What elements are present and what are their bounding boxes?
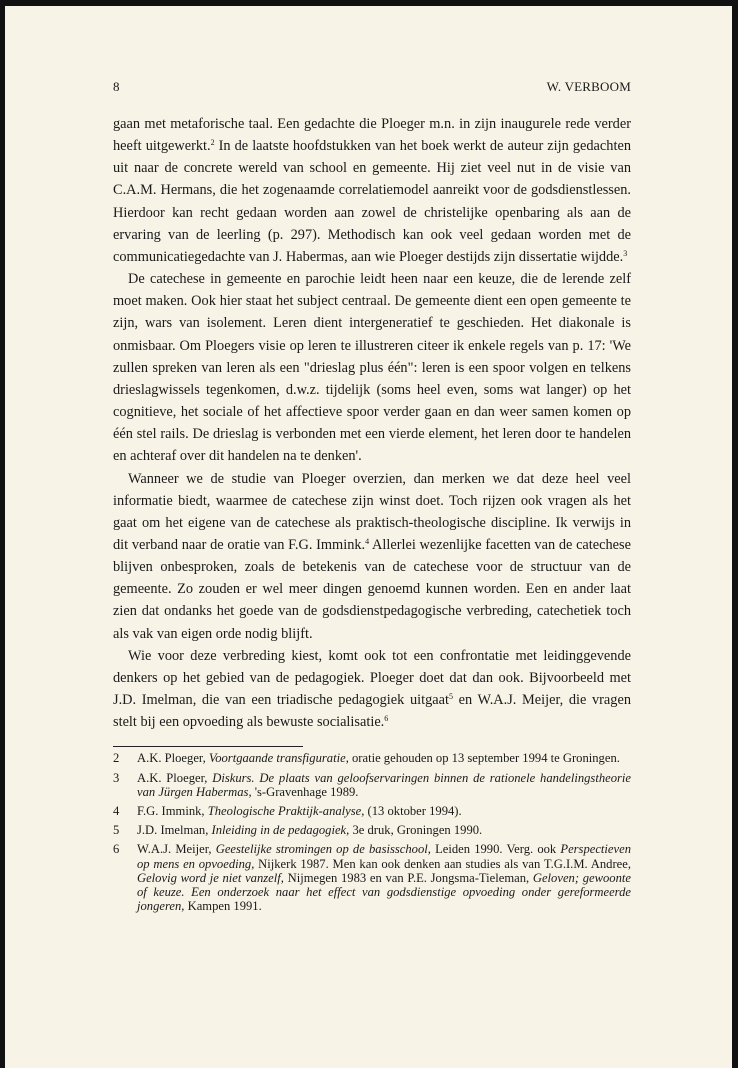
footnote-text — [137, 823, 631, 837]
text-run: oratie gehouden op 13 september 1994 te Groningen. — [348, 751, 620, 766]
footnote-number: 2 — [113, 751, 120, 766]
paragraph — [113, 268, 631, 467]
text-run: en W.A.J. Meijer, die vragen stelt bij een opvoeding als bewuste socialisatie. — [113, 692, 632, 731]
text-run: Leiden 1990. Verg. ook — [430, 842, 561, 857]
footnote-ref: 6 — [384, 714, 389, 724]
text-run: Nijmegen 1983 en van P.E. Jongsma-Tieleman, — [283, 870, 533, 885]
paragraph — [113, 645, 631, 734]
footnote-text — [137, 771, 631, 799]
italic-title: Gelovig word je niet vanzelf, — [137, 870, 284, 885]
scan-edge-top — [0, 0, 738, 6]
book-page — [113, 79, 631, 918]
text-run: W.A.J. Meijer, — [137, 842, 216, 857]
text-run: Allerlei wezenlijke facetten van de catechese blijven onbesproken, zoals de betekenis van de catechese voor de structuur van de gemeente. Zo zouden er wel meer dingen genoemd kunnen worden. Een en ander laat zien dat ondanks het goede van de godsdienstpedagogische verbreding, catechetiek toch als vak van eigen orde nodig blijft. — [113, 536, 632, 642]
italic-title: Inleiding in de pedagogiek, — [211, 823, 350, 838]
text-run: 's-Gravenhage 1989. — [251, 784, 359, 799]
text-run: F.G. Immink, — [137, 803, 208, 818]
text-run: 3e druk, Groningen 1990. — [349, 823, 483, 838]
text-run: Wie voor deze verbreding kiest, komt ook tot een confrontatie met leidinggevende denkers op het gebied van de pedagogiek. Ploeger doet dat dan ook. Bijvoorbeeld met J.D. Imelman, die van een triadische pedagogiek uitgaat — [113, 647, 631, 709]
text-run: A.K. Ploeger, — [137, 770, 213, 785]
paragraph — [113, 468, 631, 645]
text-run: Nijkerk 1987. Men kan ook denken aan studies als van T.G.I.M. Andree, — [254, 856, 631, 871]
text-run: A.K. Ploeger, — [137, 751, 209, 766]
running-title: W. VERBOOM — [546, 79, 631, 94]
footnote-number: 5 — [113, 823, 120, 838]
footnote-ref: 3 — [623, 248, 628, 258]
footnotes — [113, 751, 631, 913]
scan-edge-right — [732, 0, 738, 1068]
paragraph — [113, 113, 631, 268]
footnote-ref: 2 — [210, 138, 215, 148]
footnote-rule — [113, 746, 303, 747]
footnote — [113, 771, 631, 799]
page-number: 8 — [113, 79, 120, 94]
footnote-text — [137, 842, 631, 913]
scan-edge-left — [0, 0, 5, 1068]
footnote-ref: 4 — [365, 536, 370, 546]
text-run: (13 oktober 1994). — [364, 803, 462, 818]
text-run: gaan met metaforische taal. Een gedachte die Ploeger m.n. in zijn inaugurele rede verder heeft uitgewerkt. — [113, 116, 631, 155]
footnote — [113, 823, 631, 837]
text-run: J.D. Imelman, — [137, 823, 212, 838]
footnote — [113, 804, 631, 818]
italic-title: Theologische Praktijk-analyse, — [207, 803, 365, 818]
italic-title: Diskurs. De plaats van geloofservaringen binnen de rationele handelingstheorie van Jürgen Habermas, — [137, 770, 631, 799]
text-run: De catechese in gemeente en parochie leidt heen naar een keuze, die de lerende zelf moet maken. Ook hier staat het subject centraal. De gemeente dient een open gemeente te zijn, wars van isolement. Leren dient intergeneratief te geschieden. Het diakonale is onmisbaar. Om Ploegers visie op leren te illustreren citeer ik enkele regels van p. 17: 'We zullen spreken van leren als een "drieslag plus één": leren is een spoor volgen en telkens drieslagwissels tegenkomen, d.w.z. tijdelijk (soms heel even, soms wat langer) op het cognitieve, het sociale of het affectieve spoor verder gaan en dan weer samen komen op één stel rails. De drieslag is verbonden met een vierde element, het leren door te handelen en achteraf over dit handelen na te denken'. — [113, 271, 631, 465]
italic-title: Voortgaande transfiguratie, — [208, 751, 349, 766]
footnote-ref: 5 — [448, 692, 453, 702]
italic-title: Geloven; gewoonte of keuze. Een onderzoek naar het effect van godsdienstige opvoeding onder gereformeerde jongeren, — [137, 870, 631, 914]
text-run: In de laatste hoofdstukken van het boek werkt de auteur zijn gedachten uit naar de concrete wereld van school en gemeente. Hij ziet veel nut in de visie van C.A.M. Hermans, die het zogenaamde correlatiemodel aanreikt voor de godsdienstlessen. Hierdoor kan recht gedaan worden aan zowel de christelijke openbaring als aan de ervaring van de leerling (p. 297). Methodisch kan ook veel gedaan worden met de communicatiegedachte van J. Habermas, aan wie Ploeger destijds zijn dissertatie wijdde. — [113, 138, 631, 265]
running-head — [113, 79, 631, 95]
footnote-text — [137, 804, 631, 818]
italic-title: Geestelijke stromingen op de basisschool, — [215, 842, 431, 857]
text-run: Kampen 1991. — [184, 899, 262, 914]
footnote-text — [137, 751, 631, 765]
footnote-number: 3 — [113, 770, 120, 785]
italic-title: Perspectieven op mens en opvoeding, — [137, 842, 631, 871]
footnote-number: 6 — [113, 842, 120, 857]
footnote — [113, 842, 631, 913]
footnote-number: 4 — [113, 803, 120, 818]
text-run: Wanneer we de studie van Ploeger overzien, dan merken we dat deze heel veel informatie biedt, waarmee de catechese zijn winst doet. Toch rijzen ook vragen als het gaat om het eigene van de catechese als praktisch-theologische discipline. Ik verwijs in dit verband naar de oratie van F.G. Immink. — [113, 470, 631, 553]
body-text — [113, 113, 631, 733]
footnote — [113, 751, 631, 765]
